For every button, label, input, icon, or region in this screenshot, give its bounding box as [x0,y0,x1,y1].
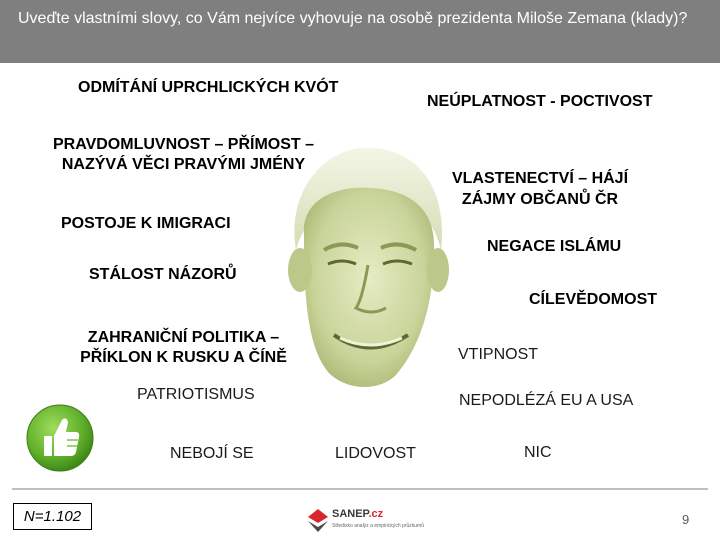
response-item: NEPODLÉZÁ EU A USA [459,392,634,409]
response-item: PŘÍKLON K RUSKU A ČÍNĚ [80,349,287,366]
response-item: NIC [524,444,552,461]
response-item: NEÚPLATNOST - POCTIVOST [427,93,653,110]
response-item: ZAHRANIČNÍ POLITIKA – [87,329,280,346]
response-item: STÁLOST NÁZORŮ [89,266,237,283]
logo-tagline: Středisko analýz a empirických průzkumů [332,523,424,529]
page-number: 9 [682,512,690,527]
sanep-logo-mark-icon [306,507,330,533]
response-item: PRAVDOMLUVNOST – PŘÍMOST – [52,136,315,153]
sanep-logo [306,505,426,535]
response-item: ODMÍTÁNÍ UPRCHLICKÝCH KVÓT [78,79,339,96]
response-item: POSTOJE K IMIGRACI [61,215,231,232]
response-item: ZÁJMY OBČANŮ ČR [461,191,619,208]
response-item: PATRIOTISMUS [137,386,255,403]
footer-divider [12,488,708,490]
portrait-image [276,140,456,395]
response-item: LIDOVOST [335,445,416,462]
sample-size-box: N=1.102 [13,503,92,530]
question-title: Uveďte vlastními slovy, co Vám nejvíce vyhovuje na osobě prezidenta Miloše Zemana (klady)? [18,10,688,27]
thumbs-up-icon [26,404,94,472]
logo-name: SANEP.cz [332,508,384,520]
slide-header [0,0,720,63]
response-item: CÍLEVĚDOMOST [529,291,658,308]
response-item: VTIPNOST [458,346,539,363]
response-item: VLASTENECTVÍ – HÁJÍ [451,170,629,187]
response-item: NAZÝVÁ VĚCI PRAVÝMI JMÉNY [61,156,306,173]
response-item: NEBOJÍ SE [170,445,254,462]
response-item: NEGACE ISLÁMU [487,238,622,255]
